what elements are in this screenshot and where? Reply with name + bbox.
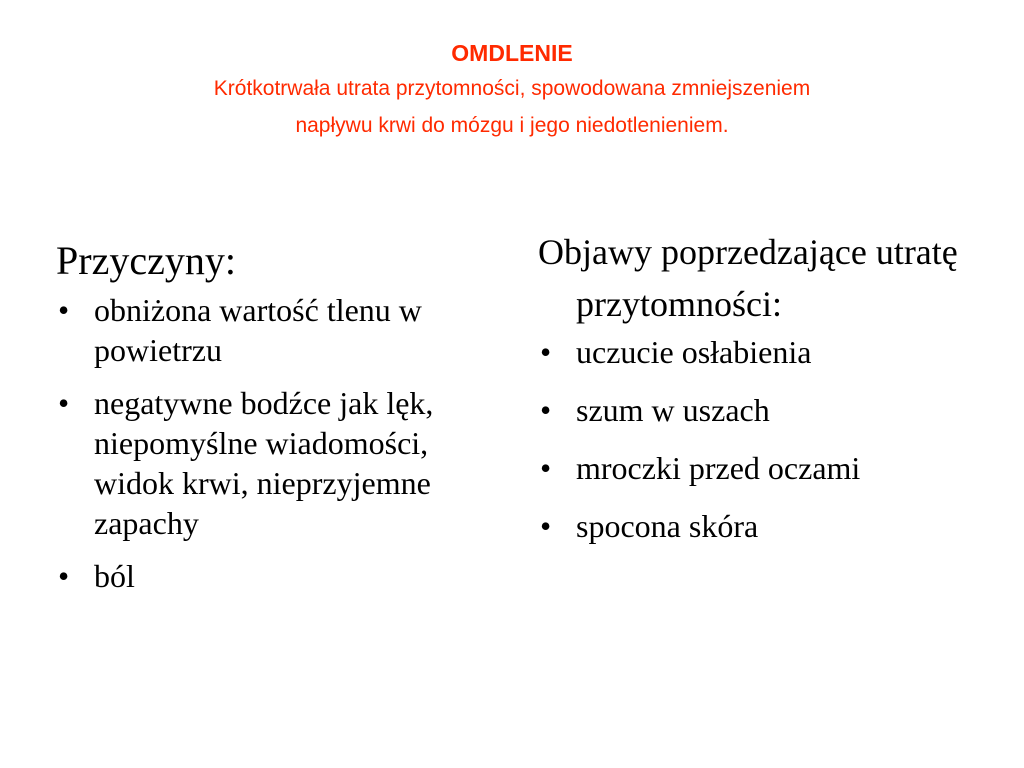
list-item	[538, 506, 978, 546]
bullet-icon: •	[58, 292, 70, 328]
list-item	[56, 290, 476, 370]
bullet-icon: •	[540, 508, 552, 544]
list-item-text: szum w uszach	[576, 392, 770, 428]
symptoms-list	[538, 332, 978, 546]
slide-subtitle-line-2: napływu krwi do mózgu i jego niedotlenieniem.	[295, 114, 729, 137]
bullet-icon: •	[540, 450, 552, 486]
list-item-text: spocona skóra	[576, 508, 759, 544]
bullet-icon: •	[540, 392, 552, 428]
symptoms-column	[538, 226, 978, 564]
list-item	[538, 332, 978, 372]
list-item-text: uczucie osłabienia	[576, 334, 812, 370]
bullet-icon: •	[58, 558, 70, 594]
bullet-icon: •	[58, 385, 70, 421]
causes-list	[56, 290, 476, 596]
slide-title: OMDLENIE	[451, 40, 573, 66]
list-item	[56, 556, 476, 596]
list-item-text: ból	[94, 558, 135, 594]
slide-subtitle-line-1: Krótkotrwała utrata przytomności, spowodowana zmniejszeniem	[213, 77, 811, 100]
bullet-icon: •	[540, 334, 552, 370]
list-item-text: negatywne bodźce jak lęk, niepomyślne wiadomości, widok krwi, nieprzyjemne zapachy	[94, 385, 434, 541]
causes-column	[56, 236, 476, 609]
causes-heading: Przyczyny:	[56, 238, 236, 283]
list-item	[538, 448, 978, 488]
slide-header	[0, 36, 1024, 144]
list-item	[56, 383, 476, 543]
list-item-text: mroczki przed oczami	[576, 450, 861, 486]
symptoms-heading: Objawy poprzedzające utratę przytomności:	[538, 232, 958, 324]
list-item-text: obniżona wartość tlenu w powietrzu	[94, 292, 422, 368]
list-item	[538, 390, 978, 430]
